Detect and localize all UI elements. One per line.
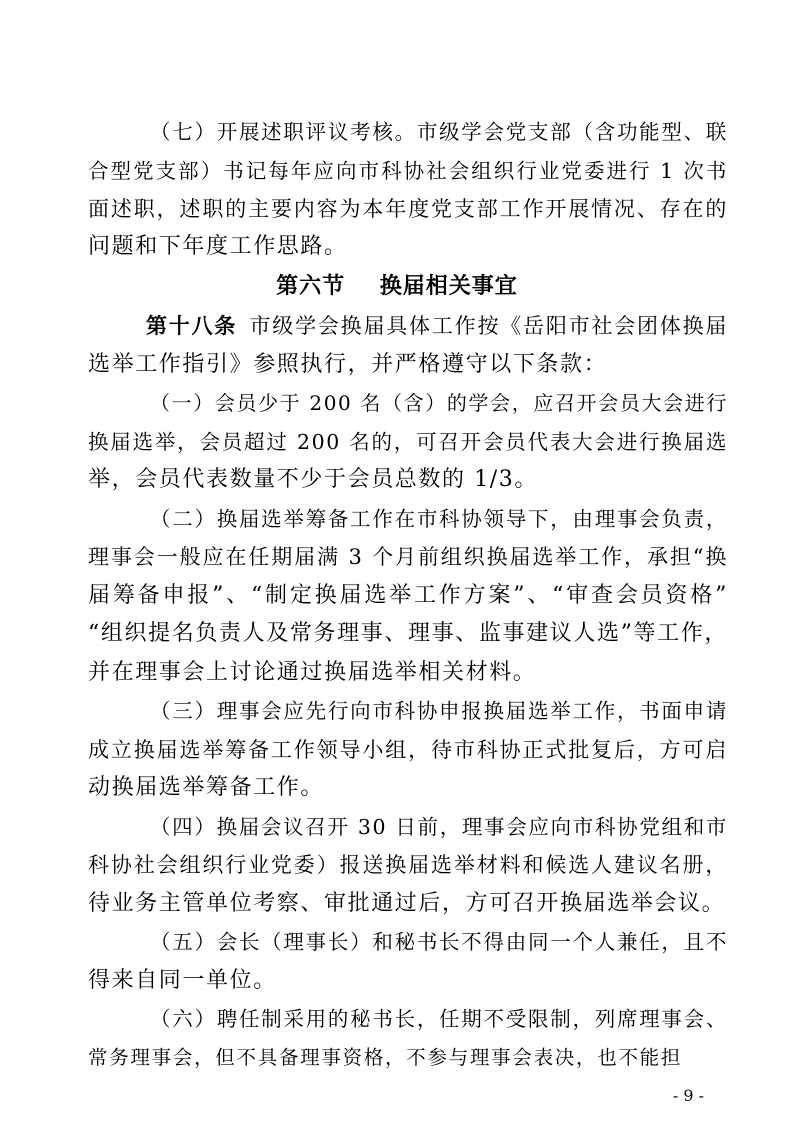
text-line: 理事会一般应在任期届满 3 个月前组织换届选举工作，承担“换	[88, 545, 728, 569]
text-line: 常务理事会，但不具备理事资格，不参与理事会表决，也不能担	[88, 1046, 682, 1069]
text-line: 成立换届选举筹备工作领导小组，待市科协正式批复后，方可启	[88, 738, 728, 762]
section-heading: 第六节 换届相关事宜	[276, 273, 518, 299]
text-line: 待业务主管单位考察、审批通过后，方可召开换届选举会议。	[88, 891, 726, 916]
text-line: （四）换届会议召开 30 日前，理事会应向市科协党组和市	[150, 815, 728, 839]
text-line: 面述职，述职的主要内容为本年度党支部工作开展情况、存在的	[88, 197, 728, 221]
text-line: 得来自同一单位。	[88, 968, 277, 993]
text-line: 问题和下年度工作思路。	[88, 234, 348, 259]
text-line: （七）开展述职评议考核。市级学会党支部（含功能型、联	[150, 120, 728, 144]
text-line: “组织提名负责人及常务理事、理事、监事建议人选”等工作，	[88, 621, 728, 646]
text-line: 选举工作指引》参照执行，并严格遵守以下条款：	[88, 352, 608, 377]
article-label: 第十八条	[146, 313, 238, 338]
text-line: （五）会长（理事长）和秘书长不得由同一个人兼任，且不	[150, 930, 728, 954]
article-text: 市级学会换届具体工作按《岳阳市社会团体换届	[249, 314, 728, 338]
text-line: 科协社会组织行业党委）报送换届选举材料和候选人建议名册，	[88, 853, 728, 877]
text-line	[146, 311, 728, 341]
text-line: （二）换届选举筹备工作在市科协领导下，由理事会负责，	[150, 507, 728, 531]
text-line: （六）聘任制采用的秘书长，任期不受限制，列席理事会、	[150, 1007, 728, 1031]
text-line: （一）会员少于 200 名（含）的学会，应召开会员大会进行	[150, 391, 728, 415]
text-line: （三）理事会应先行向市科协申报换届选举工作，书面申请	[150, 699, 728, 723]
text-line: 并在理事会上讨论通过换届选举相关材料。	[88, 660, 537, 685]
text-line: 换届选举，会员超过 200 名的，可召开会员代表大会进行换届选	[88, 430, 728, 454]
text-line: 合型党支部）书记每年应向市科协社会组织行业党委进行 1 次书	[88, 159, 728, 183]
text-line: 举，会员代表数量不少于会员总数的 1/3。	[88, 467, 539, 492]
page-number: - 9 -	[672, 1086, 704, 1105]
text-line: 动换届选举筹备工作。	[88, 775, 325, 800]
text-line: 届筹备申报”、“制定换届选举工作方案”、“审查会员资格”	[88, 583, 728, 608]
